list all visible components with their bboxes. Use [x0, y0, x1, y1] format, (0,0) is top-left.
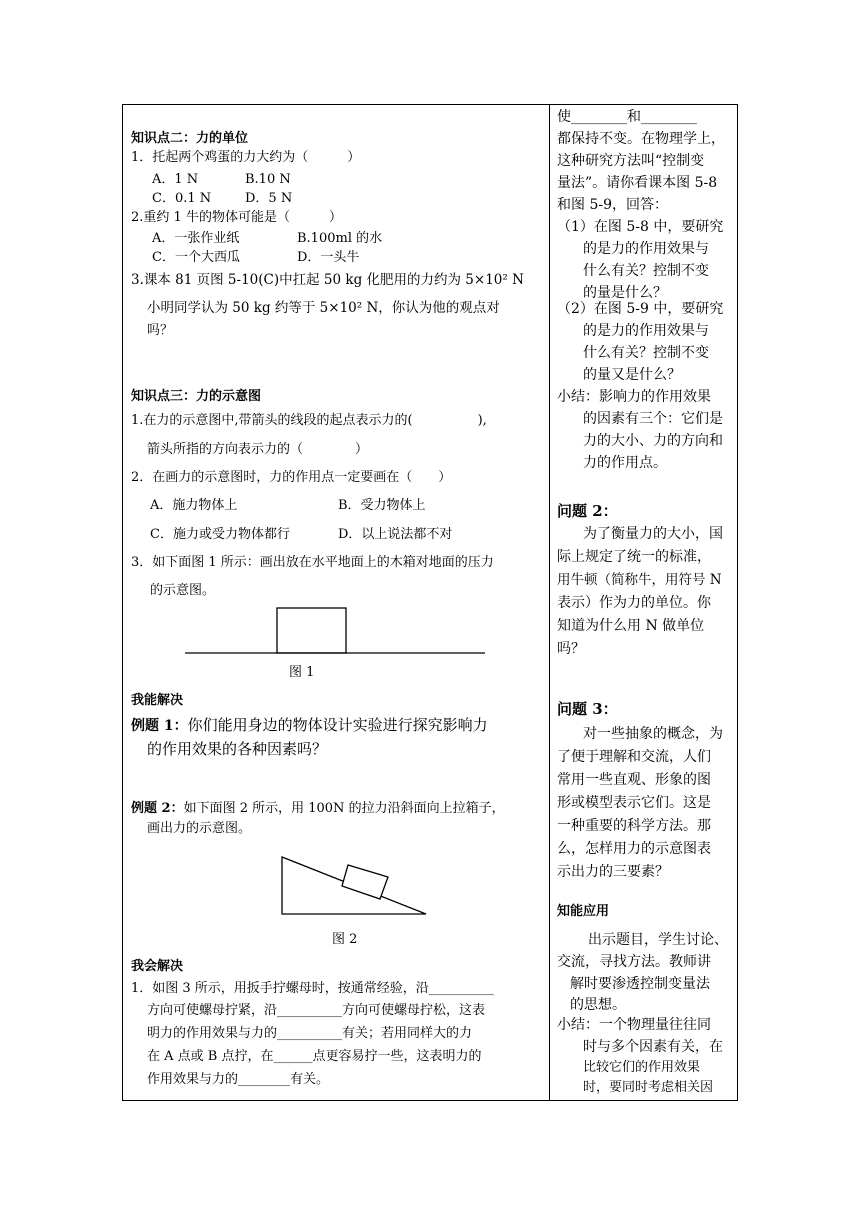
- right-summary1-line1: 小结：影响力的作用效果: [557, 389, 711, 405]
- right-item1-line1: （1）在图 5-8 中，要研究: [557, 219, 724, 235]
- right-apply-line1: 出示题目，学生讨论、: [588, 932, 728, 948]
- right-summary2-line3: 比较它们的作用效果: [583, 1060, 701, 1075]
- right-apply-line3: 解时要渗透控制变量法: [570, 976, 710, 992]
- right-question2-line4: 表示）作为力的单位。你: [557, 595, 711, 611]
- right-summary2-line4: 时，要同时考虑相关因: [583, 1080, 714, 1095]
- kp3-q3-line2: 的示意图。: [150, 583, 216, 598]
- figure-1-box-on-ground: [185, 606, 487, 656]
- right-summary2-line1: 小结：一个物理量往往同: [557, 1017, 711, 1033]
- right-apply-line2: 交流，寻找方法。教师讲: [557, 954, 711, 970]
- kp3-q1-line2: 箭头所指的方向表示力的（ ）: [147, 442, 369, 457]
- right-question3-line6: 么，怎样用力的示意图表: [557, 841, 711, 857]
- right-question3-line3: 常用一些直观、形象的图: [557, 772, 711, 788]
- right-question2-line3: 用牛顿（简称牛，用符号 N: [557, 572, 722, 588]
- can-solve-line4: 在 A 点或 B 点拧，在______点更容易拧一些，这表明力的: [147, 1049, 482, 1064]
- figure-2-box-on-incline: [280, 855, 430, 917]
- kp2-q2-opt-d: D．一头牛: [297, 250, 360, 265]
- right-question3-heading: 问题 3：: [557, 700, 618, 718]
- kp2-q1-opt-d: D．5 N: [245, 191, 293, 206]
- kp3-heading: 知识点三：力的示意图: [131, 389, 262, 404]
- right-top-line5: 和图 5-9，回答：: [557, 197, 668, 213]
- solve-heading: 我能解决: [131, 693, 184, 708]
- column-divider: [549, 104, 550, 1101]
- right-item2-line2: 的是力的作用效果与: [583, 323, 709, 339]
- right-top-line4: 量法”。请你看课本图 5-8: [557, 175, 718, 191]
- right-item2-line1: （2）在图 5-9 中，要研究: [557, 301, 724, 317]
- right-question2-heading: 问题 2：: [557, 502, 618, 520]
- kp3-q2: 2．在画力的示意图时，力的作用点一定要画在（ ）: [131, 470, 452, 485]
- right-question3-line2: 了便于理解和交流，人们: [557, 749, 711, 765]
- right-item1-line2: 的是力的作用效果与: [583, 241, 709, 257]
- right-apply-line4: 的思想。: [570, 997, 626, 1013]
- kp2-q1-opt-c: C．0.1 N: [152, 191, 212, 206]
- can-solve-line3: 明力的作用效果与力的__________有关；若用同样大的力: [147, 1026, 473, 1041]
- right-apply-heading: 知能应用: [557, 904, 610, 919]
- can-solve-line2: 方向可使螺母拧紧，沿__________方向可使螺母拧松，这表: [147, 1003, 486, 1018]
- kp2-q3-line3: 吗？: [147, 323, 174, 338]
- example2-line2: 画出力的示意图。: [147, 821, 252, 836]
- kp2-q1-opt-a: A．1 N: [152, 172, 199, 187]
- kp2-q3-line2: 小明同学认为 50 kg 约等于 5×10² N，你认为他的观点对: [147, 300, 500, 316]
- right-summary1-line4: 力的作用点。: [583, 455, 667, 471]
- kp2-q2-opt-a: A．一张作业纸: [152, 231, 240, 246]
- kp2-q1-opt-b: B.10 N: [245, 172, 291, 187]
- example2-line1: [131, 801, 505, 817]
- right-top-line3: 这种研究方法叫“控制变: [557, 153, 705, 169]
- can-solve-heading: 我会解决: [131, 959, 184, 974]
- right-question2-line1: 为了衡量力的大小，国: [583, 526, 723, 542]
- example1-text: 你们能用身边的物体设计实验进行探究影响力: [187, 716, 488, 734]
- right-item1-line4: 的量是什么？: [583, 285, 667, 301]
- right-summary1-line2: 的因素有三个：它们是: [583, 411, 723, 427]
- right-item2-line4: 的量又是什么？: [583, 367, 681, 383]
- right-top-line1: 使________和________: [557, 109, 697, 125]
- right-question2-line6: 吗？: [557, 641, 585, 657]
- kp2-q2: 2.重约 1 牛的物体可能是（ ）: [131, 210, 342, 225]
- example1-label: 例题 1：: [131, 718, 188, 734]
- right-question2-line2: 际上规定了统一的标准，: [557, 549, 711, 565]
- right-item1-line3: 什么有关？控制不变: [583, 263, 709, 279]
- right-summary1-line3: 力的大小、力的方向和: [583, 433, 723, 449]
- right-question2-line5: 知道为什么用 N 做单位: [557, 618, 705, 634]
- kp2-q2-opt-b: B.100ml 的水: [297, 231, 383, 246]
- kp3-q2-opt-a: A．施力物体上: [150, 498, 238, 513]
- can-solve-line5: 作用效果与力的________有关。: [147, 1072, 330, 1087]
- kp2-q3-line1: 3.课本 81 页图 5-10(C)中扛起 50 kg 化肥用的力约为 5×10² N: [131, 272, 524, 288]
- figure-2-caption: 图 2: [332, 932, 358, 947]
- example2-text: 如下面图 2 所示，用 100N 的拉力沿斜面向上拉箱子，: [183, 801, 505, 816]
- right-question3-line4: 形或模型表示它们。这是: [557, 795, 711, 811]
- example1-line2: 的作用效果的各种因素吗？: [147, 740, 328, 758]
- right-item2-line3: 什么有关？控制不变: [583, 345, 709, 361]
- kp3-q1-line1: 1.在力的示意图中,带箭头的线段的起点表示力的( ),: [131, 413, 487, 428]
- right-top-line2: 都保持不变。在物理学上，: [557, 131, 725, 147]
- kp3-q2-opt-d: D．以上说法都不对: [338, 527, 453, 542]
- kp3-q3-line1: 3．如下面图 1 所示：画出放在水平地面上的木箱对地面的压力: [131, 555, 494, 570]
- right-question3-line5: 一种重要的科学方法。那: [557, 818, 711, 834]
- kp2-heading: 知识点二：力的单位: [131, 131, 249, 146]
- kp3-q2-opt-b: B．受力物体上: [338, 498, 426, 513]
- kp3-q2-opt-c: C．施力或受力物体都行: [150, 527, 290, 542]
- kp2-q2-opt-c: C．一个大西瓜: [152, 250, 240, 265]
- figure-1-caption: 图 1: [289, 665, 315, 680]
- right-question3-line1: 对一些抽象的概念，为: [583, 726, 723, 742]
- example2-label: 例题 2：: [131, 801, 184, 816]
- right-question3-line7: 示出力的三要素？: [557, 864, 669, 880]
- right-summary2-line2: 时与多个因素有关，在: [583, 1039, 723, 1055]
- can-solve-line1: 1．如图 3 所示，用扳手拧螺母时，按通常经验，沿__________: [131, 981, 494, 996]
- kp2-q1: 1．托起两个鸡蛋的力大约为（ ）: [131, 150, 361, 165]
- example1-line1: [131, 714, 488, 737]
